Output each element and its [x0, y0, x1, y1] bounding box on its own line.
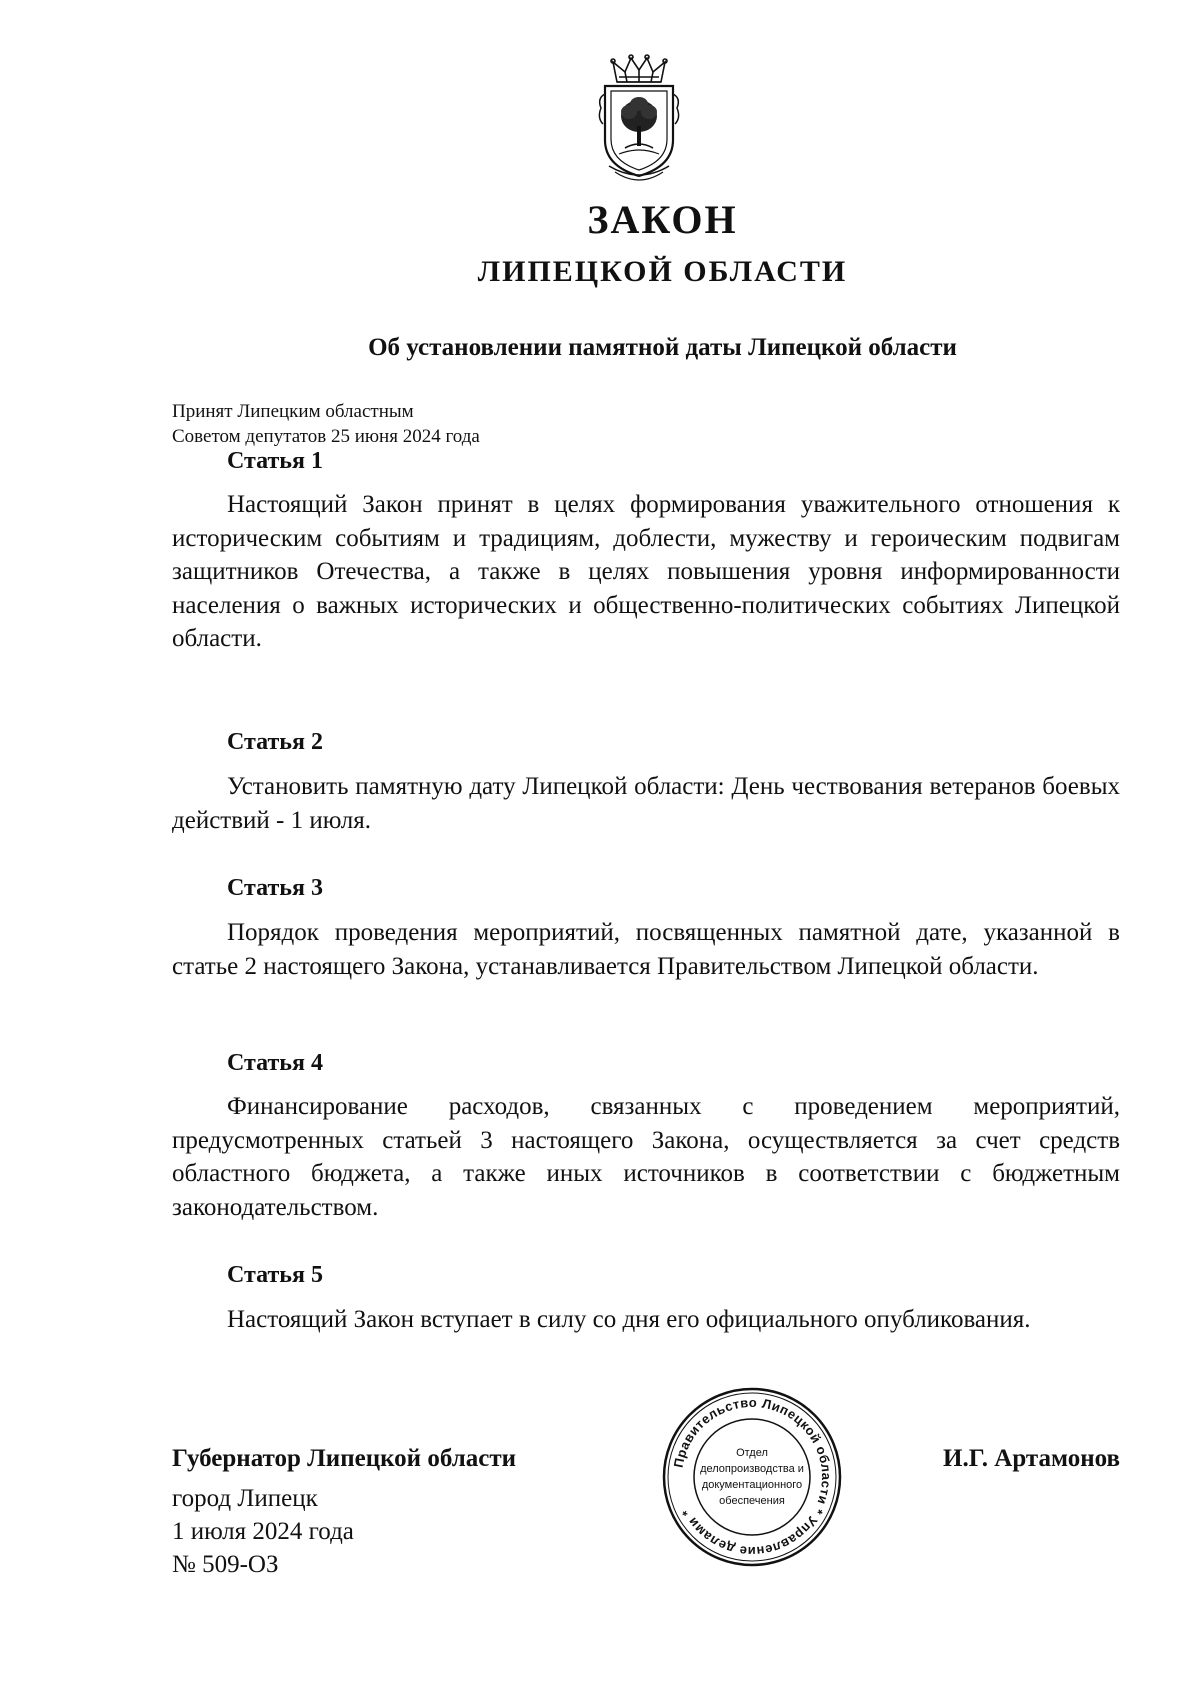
stamp-center-line-4: обеспечения	[719, 1495, 785, 1507]
article-5-heading: Статья 5	[227, 1262, 323, 1288]
article-4-text: Финансирование расходов, связанных с проведением мероприятий, предусмотренных статьей 3 настоящего Закона, осуществляется за счет средств областного бюджета, а также иных источников в соответствии с бюджетным законодательством.	[172, 1093, 1120, 1221]
adoption-line-2: Советом депутатов 25 июня 2024 года	[172, 426, 480, 447]
stamp-center-line-3: документационного	[701, 1479, 803, 1491]
stamp-center-line-1: Отдел	[736, 1447, 768, 1459]
date-line: 1 июля 2024 года	[172, 1518, 354, 1545]
article-3-text: Порядок проведения мероприятий, посвященных памятной дате, указанной в статье 2 настоящего Закона, устанавливается Правительством Липецкой области.	[172, 919, 1120, 980]
adoption-line-1: Принят Липецким областным	[172, 401, 414, 422]
document-region-heading: ЛИПЕЦКОЙ ОБЛАСТИ	[477, 255, 848, 288]
city-line: город Липецк	[172, 1485, 318, 1512]
article-3-heading: Статья 3	[227, 875, 323, 901]
place-date-number-block	[172, 1482, 354, 1581]
article-2-heading: Статья 2	[227, 729, 323, 755]
signatory-position: Губернатор Липецкой области	[172, 1445, 517, 1472]
coat-of-arms-emblem	[595, 54, 683, 184]
article-5-text: Настоящий Закон вступает в силу со дня его официального опубликования.	[227, 1306, 1031, 1333]
article-4-heading: Статья 4	[227, 1050, 323, 1076]
article-1-text: Настоящий Закон принят в целях формирования уважительного отношения к историческим событиям и традициям, доблести, мужеству и героическим подвигам защитников Отечества, а также в целях повышения уровня информированности населения о важных исторических и общественно-политических событиях Липецкой области.	[172, 491, 1120, 652]
law-number-line: № 509-ОЗ	[172, 1551, 279, 1578]
stamp-ring-text: Правительство Липецкой области * Управление делами *	[670, 1394, 835, 1560]
document-type-heading: ЗАКОН	[587, 197, 738, 242]
document-title: Об установлении памятной даты Липецкой области	[368, 334, 957, 361]
signatory-name: И.Г. Артамонов	[943, 1445, 1120, 1472]
stamp-center-line-2: делопроизводства и	[700, 1463, 804, 1475]
official-stamp	[661, 1386, 843, 1568]
article-1-heading: Статья 1	[227, 448, 323, 474]
article-2-text: Установить памятную дату Липецкой области: День чествования ветеранов боевых действий - 1 июля.	[172, 773, 1120, 834]
adoption-note	[172, 399, 480, 449]
